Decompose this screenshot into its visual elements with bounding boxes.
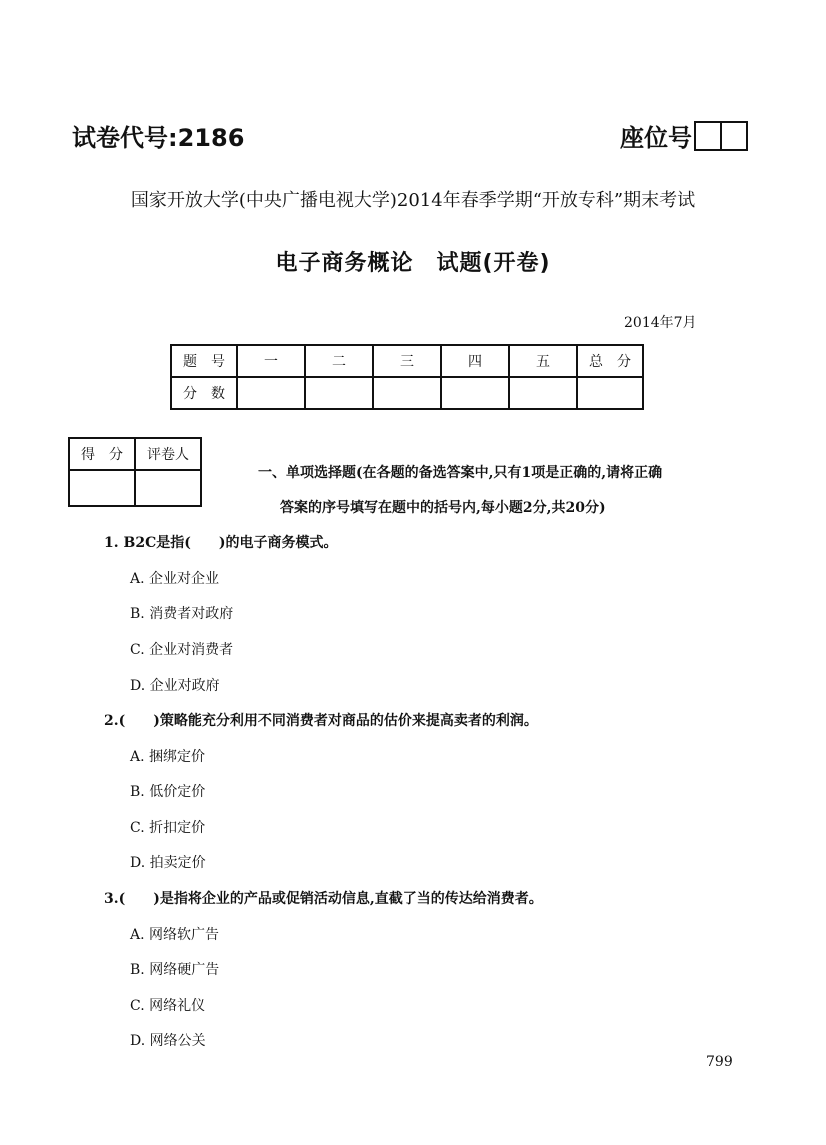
seat-label: 座位号 bbox=[620, 124, 692, 152]
question-2-option-b: B. 低价定价 bbox=[130, 784, 206, 800]
question-3: 3.( )是指将企业的产品或促销活动信息,直截了当的传达给消费者。 bbox=[104, 891, 543, 907]
question-1-option-c: C. 企业对消费者 bbox=[130, 642, 234, 658]
question-1: 1. B2C是指( )的电子商务模式。 bbox=[104, 535, 338, 551]
question-1-option-d: D. 企业对政府 bbox=[130, 678, 220, 694]
score-table-header-row bbox=[171, 345, 643, 377]
score-header-cell: 题 号 bbox=[171, 345, 237, 377]
score-header-cell: 五 bbox=[509, 345, 577, 377]
grader-score-cell bbox=[69, 470, 135, 506]
section-heading: 一、单项选择题(在各题的备选答案中,只有1项是正确的,请将正确 bbox=[258, 465, 663, 481]
grader-table bbox=[68, 437, 202, 507]
exam-title: 电子商务概论 试题(开卷) bbox=[275, 251, 551, 276]
question-2-option-a: A. 捆绑定价 bbox=[130, 749, 206, 765]
score-table-score-row bbox=[171, 377, 643, 409]
score-row-label: 分 数 bbox=[171, 377, 237, 409]
question-3-option-a: A. 网络软广告 bbox=[130, 927, 220, 943]
score-cell bbox=[305, 377, 373, 409]
section-heading-continued: 答案的序号填写在题中的括号内,每小题2分,共20分) bbox=[280, 500, 606, 516]
question-1-option-a: A. 企业对企业 bbox=[130, 571, 220, 587]
question-2-option-d: D. 拍卖定价 bbox=[130, 855, 206, 871]
seat-box bbox=[694, 121, 722, 151]
page-number: 799 bbox=[706, 1054, 733, 1070]
question-3-option-d: D. 网络公关 bbox=[130, 1033, 206, 1049]
score-cell bbox=[577, 377, 643, 409]
score-header-cell: 一 bbox=[237, 345, 305, 377]
score-cell bbox=[373, 377, 441, 409]
score-header-cell: 二 bbox=[305, 345, 373, 377]
score-header-cell: 三 bbox=[373, 345, 441, 377]
institution-line: 国家开放大学(中央广播电视大学)2014年春季学期“开放专科”期末考试 bbox=[130, 190, 696, 211]
score-table bbox=[170, 344, 644, 410]
score-cell bbox=[509, 377, 577, 409]
score-cell bbox=[237, 377, 305, 409]
seat-number bbox=[620, 118, 748, 153]
score-header-cell: 四 bbox=[441, 345, 509, 377]
question-3-option-b: B. 网络硬广告 bbox=[130, 962, 220, 978]
question-1-option-b: B. 消费者对政府 bbox=[130, 606, 234, 622]
exam-date: 2014年7月 bbox=[624, 315, 697, 331]
seat-box bbox=[720, 121, 748, 151]
question-2-option-c: C. 折扣定价 bbox=[130, 820, 206, 836]
paper-code: 试卷代号:2186 bbox=[72, 124, 245, 152]
grader-score-label: 得 分 bbox=[69, 438, 135, 470]
grader-name-label: 评卷人 bbox=[135, 438, 201, 470]
question-3-option-c: C. 网络礼仪 bbox=[130, 998, 206, 1014]
grader-name-cell bbox=[135, 470, 201, 506]
score-header-cell: 总 分 bbox=[577, 345, 643, 377]
grader-header-row bbox=[69, 438, 201, 470]
grader-fill-row bbox=[69, 470, 201, 506]
score-cell bbox=[441, 377, 509, 409]
question-2: 2.( )策略能充分利用不同消费者对商品的估价来提高卖者的利润。 bbox=[104, 713, 538, 729]
